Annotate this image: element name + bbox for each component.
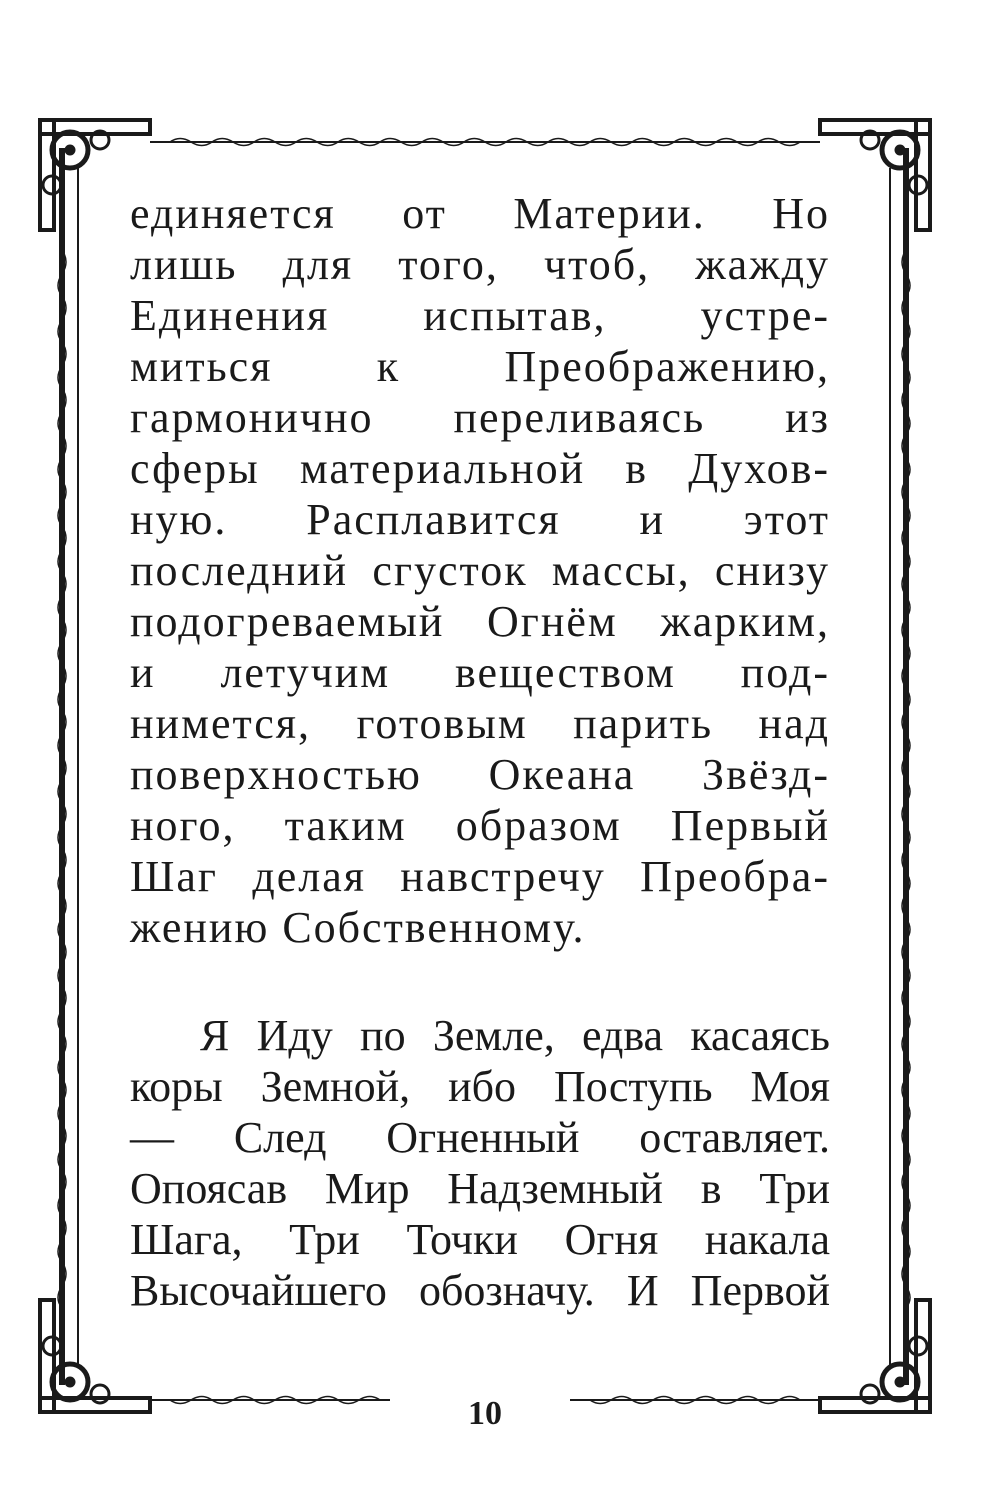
text-line: жению Собственному.	[130, 903, 586, 952]
text-line: ную. Расплавится и этот	[130, 495, 830, 544]
text-line: Опоясав Мир Надземный в Три	[130, 1164, 830, 1213]
corner-ornament-top-right	[820, 120, 930, 230]
text-line: и летучим веществом под-	[130, 648, 830, 697]
corner-ornament-bottom-right	[820, 1300, 930, 1412]
text-line: Высочайшего обозначу. И Первой	[130, 1266, 830, 1315]
corner-ornament-bottom-left	[40, 1300, 150, 1412]
text-line: лишь для того, чтоб, жажду	[130, 240, 830, 289]
text-line: миться к Преображению,	[130, 342, 830, 391]
text-line: — След Огненный оставляет.	[130, 1113, 830, 1162]
text-line: поверхностью Океана Звёзд-	[130, 750, 830, 799]
text-line: сферы материальной в Духов-	[130, 444, 830, 493]
paragraph-2	[130, 1010, 830, 1316]
text-line: единяется от Материи. Но	[130, 189, 830, 238]
text-line: последний сгусток массы, снизу	[130, 546, 830, 595]
text-line: нимется, готовым парить над	[130, 699, 830, 748]
text-line: Шаг делая навстречу Преобра-	[130, 852, 830, 901]
text-line: подогреваемый Огнём жарким,	[130, 597, 830, 646]
paragraph-1	[130, 188, 830, 953]
text-line: Единения испытав, устре-	[130, 291, 830, 340]
text-line: Шага, Три Точки Огня накала	[130, 1215, 830, 1264]
text-line: Я Иду по Земле, едва касаясь	[200, 1011, 830, 1060]
text-line: коры Земной, ибо Поступь Моя	[130, 1062, 830, 1111]
text-line: ного, таким образом Первый	[130, 801, 830, 850]
page-number: 10	[468, 1395, 502, 1432]
text-line: гармонично переливаясь из	[130, 393, 830, 442]
